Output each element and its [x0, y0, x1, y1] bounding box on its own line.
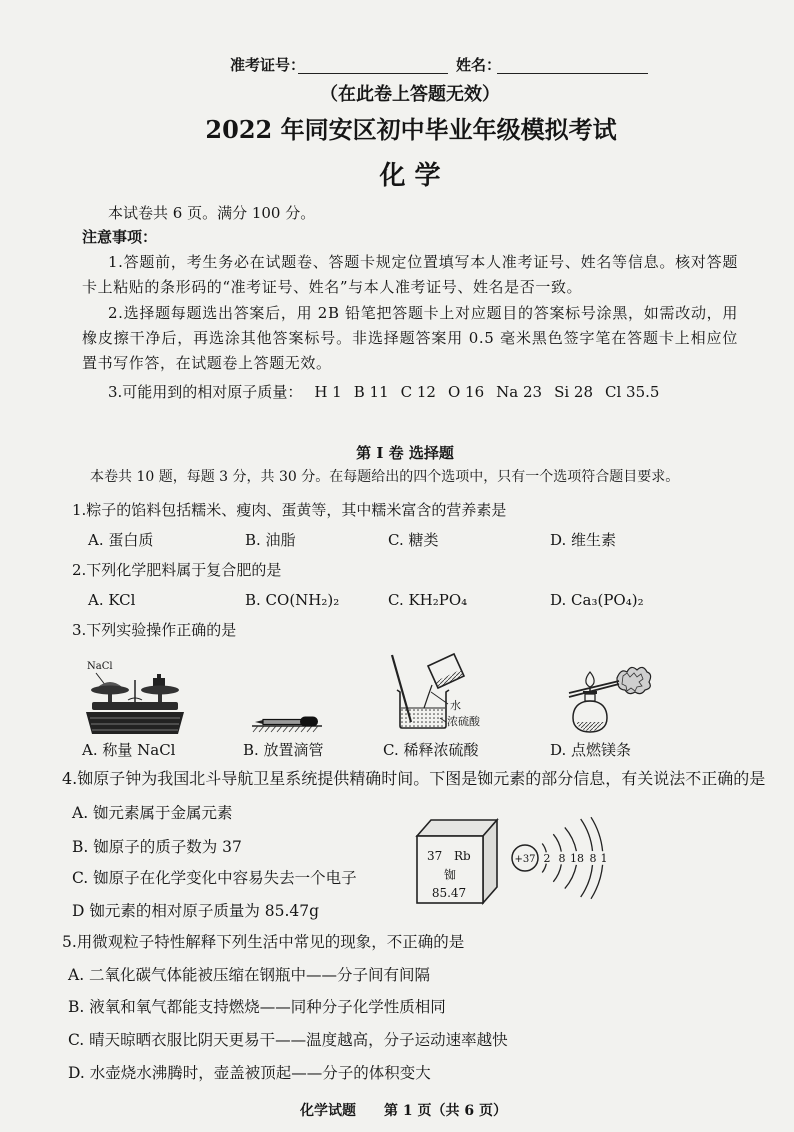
pour-stream	[424, 685, 432, 708]
acid-label: 浓硫酸	[447, 715, 480, 728]
question-1-option-a: A. 蛋白质	[88, 531, 154, 549]
water-label: 水	[450, 699, 461, 712]
shell-3-arc-top	[565, 827, 577, 851]
cell-side-face	[483, 820, 497, 903]
question-4-stem: 4.铷原子钟为我国北斗导航卫星系统提供精确时间。下图是铷元素的部分信息，有关说法不正确的是	[62, 769, 766, 788]
dropper-tip	[255, 720, 263, 724]
weight-knob	[157, 674, 161, 678]
magnesium-figure	[565, 656, 657, 736]
question-1-stem: 1.粽子的馅料包括糯米、瘦肉、蛋黄等，其中糯米富含的营养素是	[72, 501, 507, 519]
atomic-mass-si: Si 28	[554, 383, 593, 401]
element-name: 铷	[443, 868, 457, 882]
shell-5-electrons: 1	[600, 852, 608, 865]
dropper-figure	[252, 706, 322, 734]
element-mass: 85.47	[431, 886, 467, 900]
balance-label: NaCl	[87, 661, 113, 672]
shell-4-electrons: 8	[589, 852, 597, 865]
question-4-option-d: D 铷元素的相对原子质量为 85.47g	[72, 902, 320, 920]
subject-title: 化 学	[379, 161, 441, 191]
dropper-bulb	[300, 717, 318, 727]
footer-page-number: 第 1 页（共 6 页）	[384, 1103, 507, 1119]
shell-3-arc-bottom	[565, 865, 577, 889]
lamp-neck	[585, 694, 595, 701]
left-pan-support	[108, 693, 112, 703]
question-3-stem: 3.下列实验操作正确的是	[72, 621, 237, 639]
question-5-option-c: C. 晴天晾晒衣服比阴天更易干——温度越高，分子运动速率越快	[68, 1031, 508, 1049]
question-4-option-c: C. 铷原子在化学变化中容易失去一个电子	[72, 869, 357, 887]
right-pan-support	[158, 693, 162, 703]
pages-score-note: 本试卷共 6 页。满分 100 分。	[108, 204, 316, 222]
shell-3-electrons: 18	[570, 852, 584, 865]
notice-item-1: 1.答题前，考生务必在试题卷、答题卡规定位置填写本人准考证号、姓名等信息。核对答题卡上粘贴的条形码的“准考证号、姓名”与本人准考证号、姓名是否一致。	[82, 253, 738, 296]
question-5-option-d: D. 水壶烧水沸腾时，壶盖被顶起——分子的体积变大	[68, 1064, 431, 1082]
question-3-option-a: A. 称量 NaCl	[82, 741, 176, 759]
question-3-option-b: B. 放置滴管	[243, 741, 324, 759]
question-5-option-a: A. 二氧化碳气体能被压缩在钢瓶中——分子间有间隔	[68, 966, 431, 984]
cup-liquid	[434, 670, 464, 688]
notice-item-3	[108, 382, 659, 402]
nucleus-charge: +37	[514, 854, 536, 865]
atomic-mass-b: B 11	[353, 383, 389, 401]
shell-5-arc-top	[591, 817, 603, 851]
question-5-stem: 5.用微观粒子特性解释下列生活中常见的现象，不正确的是	[62, 933, 465, 951]
shell-1-electrons: 2	[543, 852, 551, 865]
atomic-mass-cl: Cl 35.5	[605, 383, 660, 401]
question-4-option-b: B. 铷原子的质子数为 37	[72, 838, 242, 856]
element-atomic-number: 37	[427, 849, 443, 863]
atomic-mass-o: O 16	[447, 383, 485, 401]
question-2-option-c: C. KH₂PO₄	[388, 591, 468, 609]
atomic-mass-h: H 1	[314, 383, 342, 401]
element-symbol: Rb	[454, 849, 471, 863]
shell-2-arc-bottom	[553, 864, 561, 881]
shell-1-arc-top	[542, 844, 546, 853]
notice-heading: 注意事项：	[82, 228, 158, 246]
notice-item-2: 2.选择题每题选出答案后，用 2B 铅笔把答题卡上对应题目的答案标号涂黑，如需改动，用橡皮擦干净后，再选涂其他答案标号。非选择题答案用 0.5 毫米黑色签字笔在答题卡上相应位置书写作答，在试题卷上答题无效。	[82, 304, 738, 372]
section-title: 第 I 卷 选择题	[356, 444, 454, 462]
flame-icon	[586, 672, 594, 687]
shell-2-arc-top	[553, 834, 561, 851]
name-blank	[497, 73, 648, 74]
dropper-tube	[263, 720, 301, 725]
invalid-answer-note: （在此卷上答题无效）	[320, 84, 500, 105]
atomic-masses-label: 3.可能用到的相对原子质量：	[108, 383, 303, 401]
element-cell-figure	[412, 814, 504, 906]
name-label: 姓名：	[456, 56, 502, 74]
atomic-mass-na: Na 23	[496, 383, 543, 401]
table-hatching	[253, 726, 318, 732]
question-1-option-b: B. 油脂	[245, 531, 296, 549]
question-5-option-b: B. 液氧和氧气都能支持燃烧——同种分子化学性质相同	[68, 998, 446, 1016]
question-2-option-d: D. Ca₃(PO₄)₂	[550, 591, 644, 609]
exam-id-blank	[298, 73, 448, 74]
shell-1-arc-bottom	[542, 864, 546, 873]
shell-2-electrons: 8	[558, 852, 566, 865]
footer-subject: 化学试题	[300, 1103, 356, 1119]
section-instructions: 本卷共 10 题，每题 3 分，共 30 分。在每题给出的四个选项中，只有一个选项符合题目要求。	[90, 469, 680, 485]
shell-4-arc-bottom	[581, 865, 593, 897]
atomic-mass-c: C 12	[400, 383, 436, 401]
question-2-option-b: B. CO(NH₂)₂	[245, 591, 340, 609]
question-2-stem: 2.下列化学肥料属于复合肥的是	[72, 561, 282, 579]
shell-4-arc-top	[581, 819, 593, 851]
exam-title: 2022 年同安区初中毕业年级模拟考试	[205, 115, 617, 144]
shell-5-arc-bottom	[591, 865, 603, 899]
exam-id-label: 准考证号：	[230, 56, 306, 74]
question-2-option-a: A. KCl	[88, 591, 136, 609]
question-1-option-c: C. 糖类	[388, 531, 439, 549]
balance-beam	[92, 702, 178, 710]
question-4-option-a: A. 铷元素属于金属元素	[72, 804, 233, 822]
question-1-option-d: D. 维生素	[550, 531, 617, 549]
question-3-option-d: D. 点燃镁条	[550, 741, 632, 759]
balance-base	[86, 712, 184, 734]
atom-structure-figure	[505, 812, 617, 904]
question-3-option-c: C. 稀释浓硫酸	[383, 741, 479, 759]
